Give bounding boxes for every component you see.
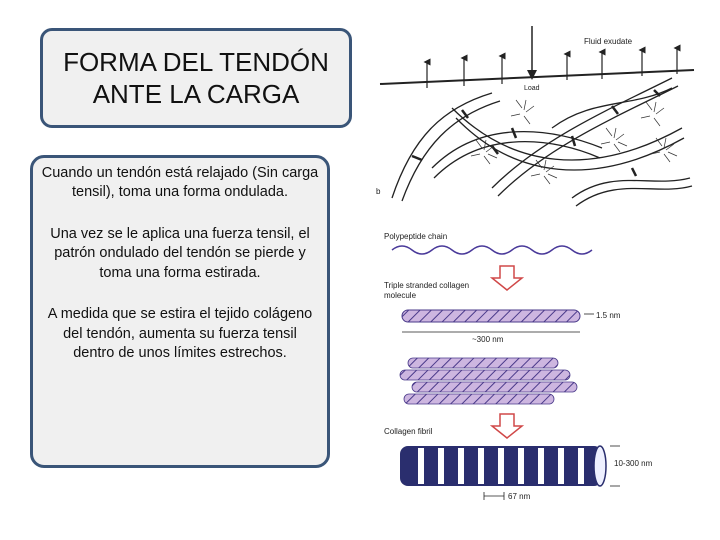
title-box — [40, 28, 352, 128]
staggered-molecules — [400, 358, 577, 404]
dim-10-300nm: 10-300 nm — [614, 459, 653, 468]
tendon-diagram — [372, 18, 702, 508]
title-line-1: FORMA DEL TENDÓN — [63, 46, 329, 77]
description-box — [30, 155, 330, 468]
load-label: Load — [524, 85, 540, 92]
panel-b-label: b — [376, 187, 381, 196]
triple-label-2: molecule — [384, 291, 417, 300]
fibril-label: Collagen fibril — [384, 427, 433, 436]
dim-1-5nm: 1.5 nm — [596, 311, 621, 320]
collagen-fibers — [392, 78, 692, 206]
fluid-arrows — [427, 48, 677, 88]
paragraph-tension: Una vez se le aplica una fuerza tensil, el patrón ondulado del tendón se pierde y toma una forma estirada. — [50, 225, 310, 281]
down-arrow-2 — [492, 414, 522, 438]
polypeptide-label: Polypeptide chain — [384, 232, 448, 241]
triple-label-1: Triple stranded collagen — [384, 281, 470, 290]
down-arrow-1 — [492, 266, 522, 290]
dim-67nm: 67 nm — [508, 492, 531, 501]
paragraph-relaxed: Cuando un tendón está relajado (Sin carga tensil), toma una forma ondulada. — [41, 165, 319, 201]
collagen-fibril — [400, 446, 606, 486]
paragraph-stretch: A medida que se estira el tejido colágeno del tendón, aumenta su fuerza tensil dentro de unos límites estrechos. — [47, 306, 313, 361]
fiber-load-illustration — [376, 26, 694, 206]
fluid-exudate-label: Fluid exudate — [584, 37, 633, 46]
polypeptide-wave — [392, 246, 592, 254]
title-line-2: ANTE LA CARGA — [92, 79, 300, 109]
triple-molecule — [402, 310, 580, 322]
dim-300nm: ~300 nm — [472, 335, 504, 344]
